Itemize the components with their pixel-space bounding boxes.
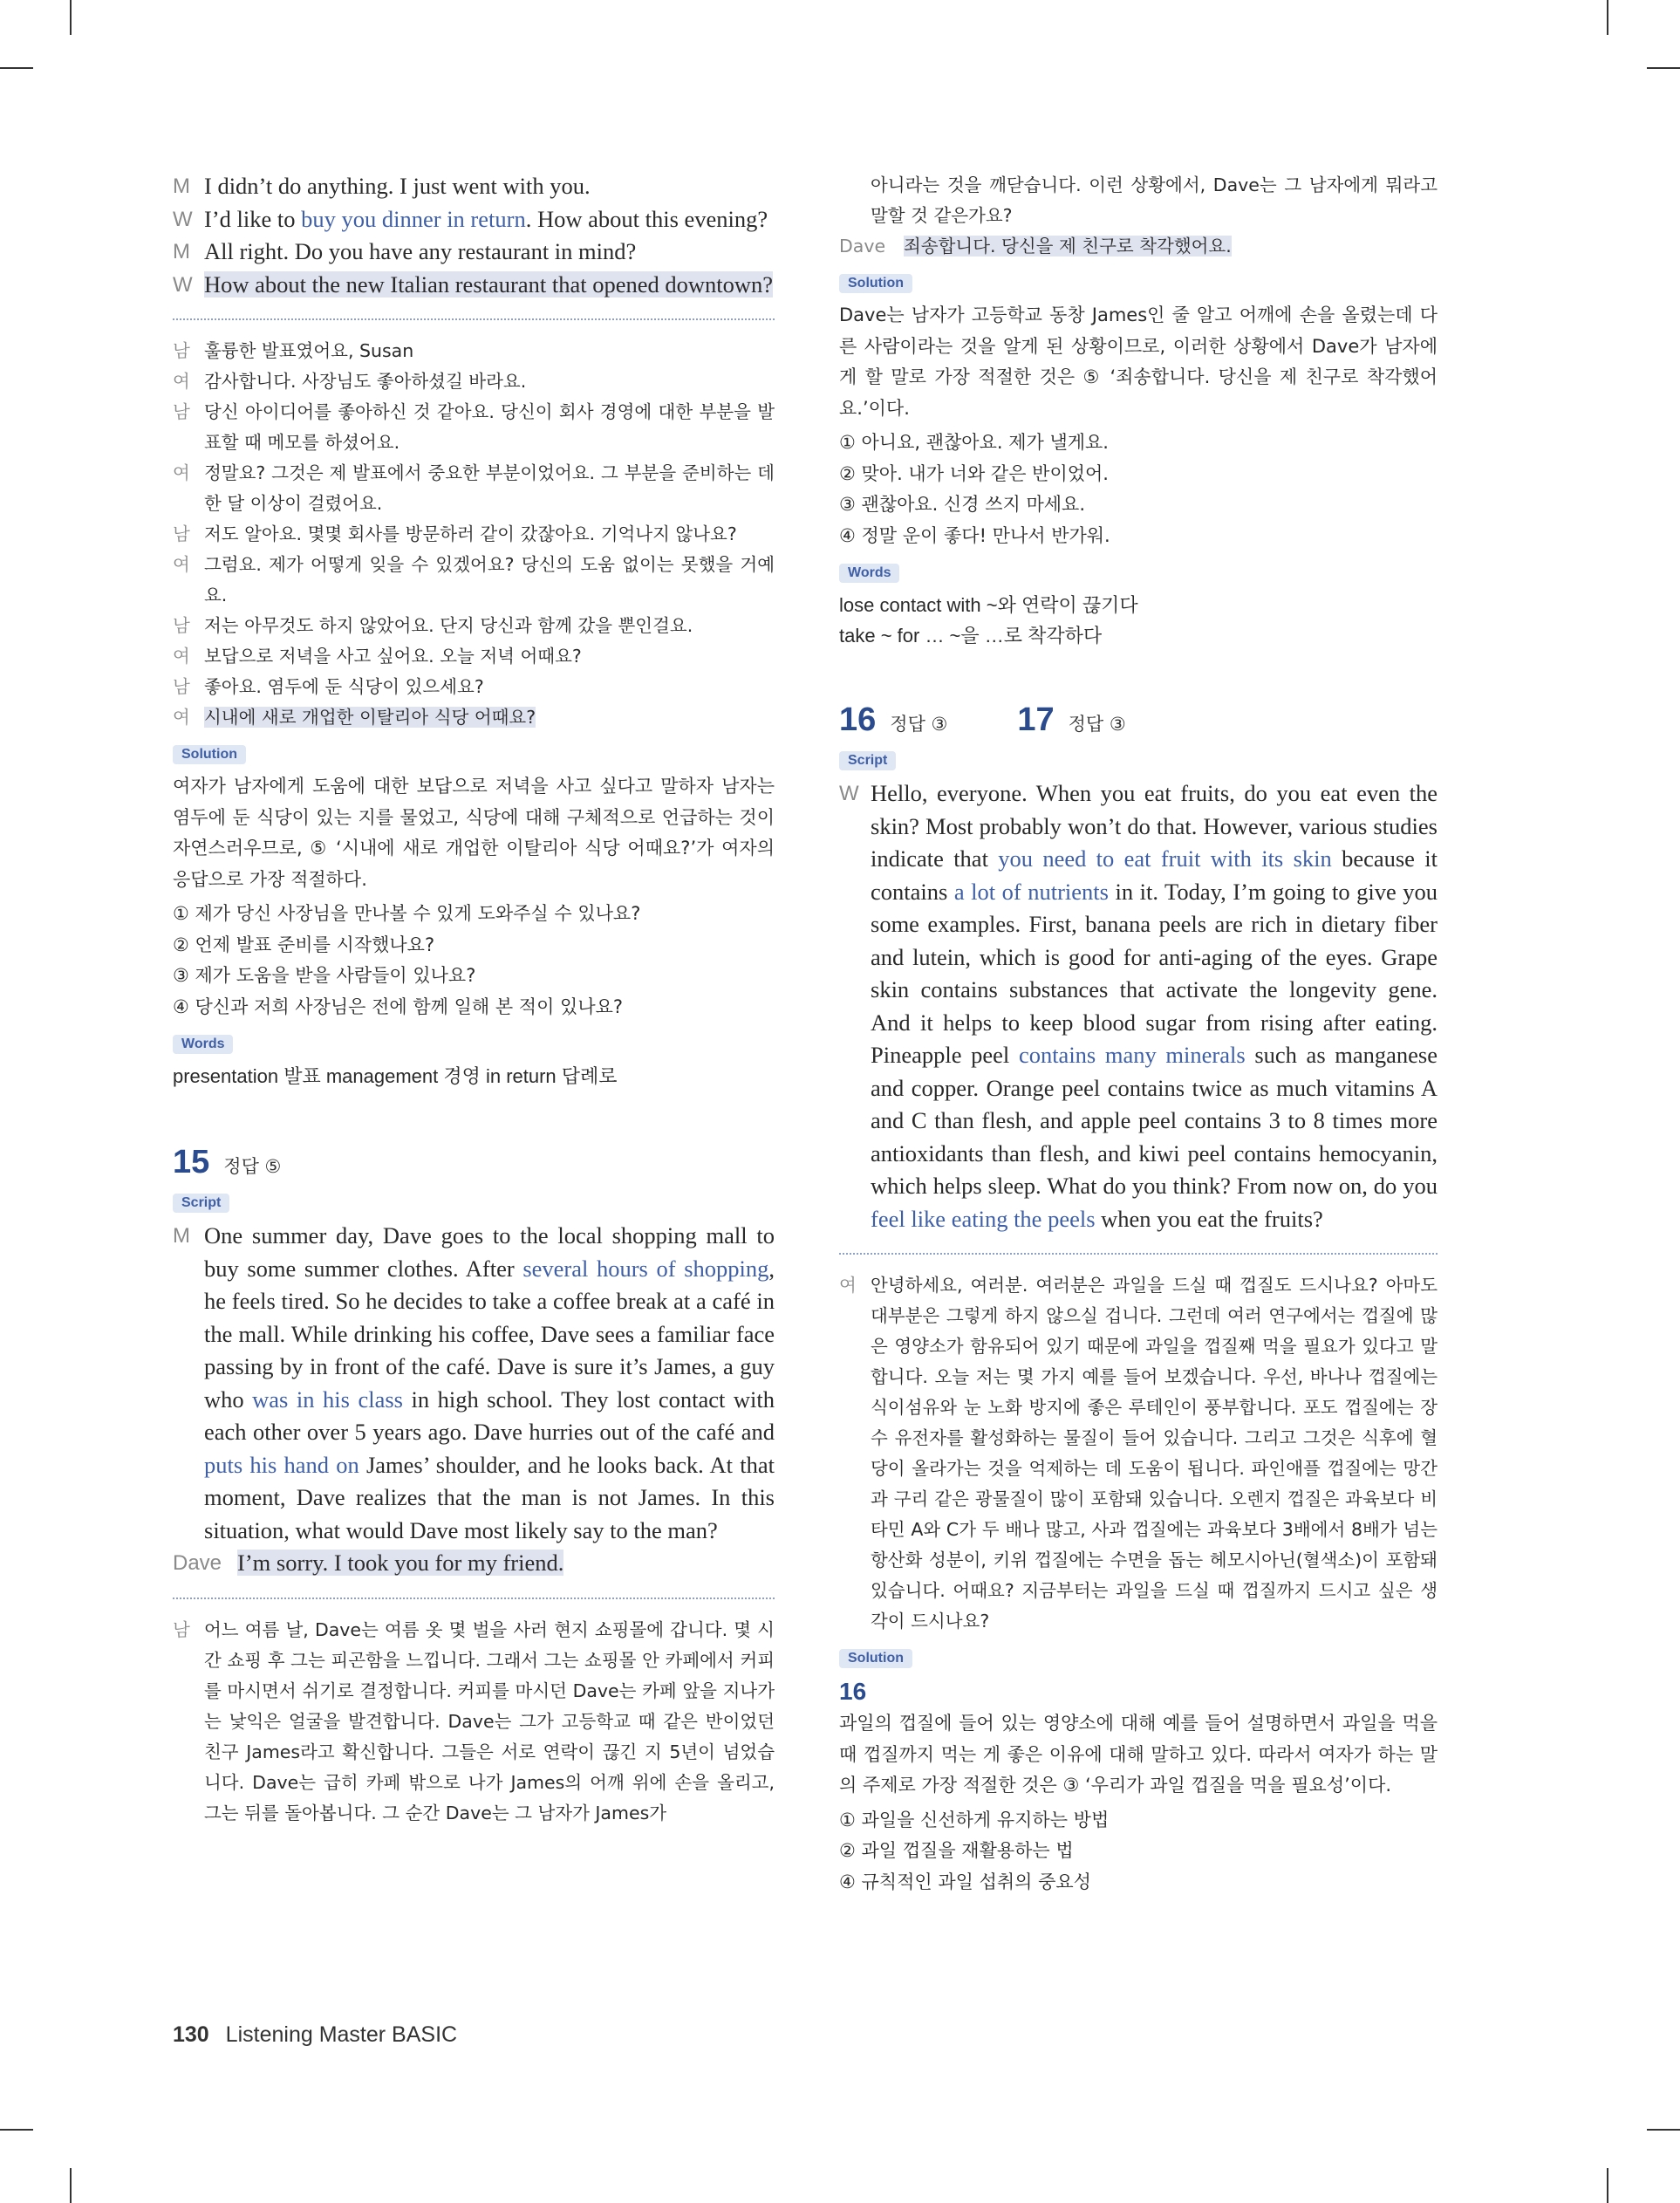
dialog15-korean-continued: 아니라는 것을 깨닫습니다. 이런 상황에서, Dave는 그 남자에게 뭐라고 말할 것 같은가요? xyxy=(871,174,1438,226)
dialog-line xyxy=(173,1547,775,1580)
dialog-line xyxy=(173,397,775,458)
speaker-label: Dave xyxy=(839,236,886,257)
crop-mark xyxy=(70,2168,72,2203)
crop-mark xyxy=(1607,2168,1608,2203)
dialog-text: All right. Do you have any restaurant in mind? xyxy=(204,238,637,264)
crop-mark xyxy=(1607,0,1608,35)
list-item: lose contact with ~와 연락이 끊기다 xyxy=(839,594,1138,616)
question-16-17-header xyxy=(839,701,1438,739)
dialog-text: 저는 아무것도 하지 않았어요. 단지 당신과 함께 갔을 뿐인걸요. xyxy=(204,615,693,636)
dotted-divider xyxy=(173,1598,775,1599)
book-title: Listening Master BASIC xyxy=(225,2022,458,2047)
dialog-line xyxy=(173,641,775,672)
question-16-number: 16 xyxy=(839,701,877,738)
speaker-label: W xyxy=(839,782,859,805)
speaker-label: 남 xyxy=(173,401,190,422)
words-label: Words xyxy=(839,564,899,583)
dialog14-english xyxy=(173,170,775,301)
speaker-label: 남 xyxy=(173,676,190,697)
words14: presentation 발표 management 경영 in return 답례로 xyxy=(173,1065,618,1087)
dialog-line xyxy=(173,702,775,733)
question-15-number: 15 xyxy=(173,1144,210,1180)
dialog-text: 당신 아이디어를 좋아하신 것 같아요. 당신이 회사 경영에 대한 부분을 발표할 때 메모를 하셨어요. xyxy=(204,401,775,453)
speaker-label: 여 xyxy=(173,462,190,483)
right-column xyxy=(839,170,1438,1898)
dialog-line xyxy=(173,236,775,269)
dialog-line xyxy=(173,336,775,366)
list-item: ② 과일 껍질을 재활용하는 법 xyxy=(839,1840,1074,1861)
crop-mark xyxy=(0,2129,33,2131)
speaker-label: 남 xyxy=(173,1618,190,1640)
dialog-text: I didn’t do anything. I just went with you. xyxy=(204,173,591,199)
dialog-text: 훌륭한 발표였어요, Susan xyxy=(204,340,414,361)
dialog-line xyxy=(173,1615,775,1829)
solution-label: Solution xyxy=(839,274,912,293)
dialog-line xyxy=(173,550,775,611)
speaker-label: 여 xyxy=(173,646,190,667)
page-number: 130 xyxy=(173,2022,209,2047)
dialog-text: 정말요? 그것은 제 발표에서 중요한 부분이었어요. 그 부분을 준비하는 데 한 달 이상이 걸렸어요. xyxy=(204,462,775,514)
dialog16-english xyxy=(839,777,1438,1235)
speaker-label: W xyxy=(173,207,193,231)
question-17-answer: 정답 ③ xyxy=(1068,714,1126,735)
list-item: ① 과일을 신선하게 유지하는 방법 xyxy=(839,1809,1110,1830)
dialog-text: 좋아요. 염두에 둔 식당이 있으세요? xyxy=(204,676,484,697)
list-item: ③ 괜찮아요. 신경 쓰지 마세요. xyxy=(839,494,1086,515)
dotted-divider xyxy=(839,1253,1438,1255)
speaker-label: 여 xyxy=(173,554,190,575)
question-15-header xyxy=(173,1144,775,1181)
crop-mark xyxy=(0,67,33,69)
list-item: take ~ for … ~을 …로 착각하다 xyxy=(839,625,1103,647)
script-label: Script xyxy=(839,751,896,770)
dialog-line xyxy=(839,1270,1438,1637)
solution-label: Solution xyxy=(839,1649,912,1668)
dialog15-english xyxy=(173,1220,775,1580)
dialog-text: 시내에 새로 개업한 이탈리아 식당 어때요? xyxy=(204,707,536,728)
dialog-line xyxy=(839,777,1438,1235)
speaker-label: 남 xyxy=(173,340,190,361)
dialog-text: 어느 여름 날, Dave는 여름 옷 몇 벌을 사러 현지 쇼핑몰에 갑니다. 몇 시간 쇼핑 후 그는 피곤함을 느낍니다. 그래서 그는 쇼핑몰 안 카페에서 커피를 마시면서 쉬기로 결정합니다. 커피를 마시던 Dave는 카페 앞을 지나가는 낯익은 얼굴을 발견합니다. Dave는 그가 고등학교 때 같은 반이었던 친구 James라고 확신합니다. 그들은 서로 연락이 끊긴 지 5년이 넘었습니다. Dave는 급히 카페 밖으로 나가 James의 어깨 위에 손을 올리고, 그는 뒤를 돌아봅니다. 그 순간 Dave는 그 남자가 James가 xyxy=(204,1618,775,1823)
speaker-label: 여 xyxy=(173,371,190,392)
solution16-text: 과일의 껍질에 들어 있는 영양소에 대해 예를 들어 설명하면서 과일을 먹을 때 껍질까지 먹는 게 좋은 이유에 대해 말하고 있다. 따라서 여자가 하는 말의 주제로 가장 적절한 것은 ③ ‘우리가 과일 껍질을 먹을 필요성’이다. xyxy=(839,1713,1438,1796)
dave-korean-line xyxy=(839,231,1438,262)
dialog-line xyxy=(173,269,775,302)
dialog-line xyxy=(173,672,775,702)
dialog-text: I’d like to buy you dinner in return. How about this evening? xyxy=(204,205,768,232)
dialog-text: 저도 알아요. 몇몇 회사를 방문하러 같이 갔잖아요. 기억나지 않나요? xyxy=(204,523,737,544)
dialog-text: 안녕하세요, 여러분. 여러분은 과일을 드실 때 껍질도 드시나요? 아마도 대부분은 그렇게 하지 않으실 겁니다. 그런데 여러 연구에서는 껍질에 많은 영양소가 함유되어 있기 때문에 과일을 껍질째 먹을 필요가 있다고 말합니다. 오늘 저는 몇 가지 예를 들어 보겠습니다. 우선, 바나나 껍질에는 식이섬유와 눈 노화 방지에 좋은 루테인이 풍부합니다. 포도 껍질에는 장수 유전자를 활성화하는 물질이 들어 있습니다. 그리고 그것은 식후에 혈당이 올라가는 것을 억제하는 데 도움이 됩니다. 파인애플 껍질에는 망간과 구리 같은 광물질이 많이 포함돼 있습니다. 오렌지 껍질은 과육보다 비타민 A와 C가 두 배나 많고, 사과 껍질에는 과육보다 3배에서 8배가 넘는 항산화 성분이, 키위 껍질에는 수면을 돕는 헤모시아닌(혈색소)이 포함돼 있습니다. 어때요? 지금부터는 과일을 드실 때 껍질까지 드시고 싶은 생각이 드시나요? xyxy=(871,1275,1438,1632)
dialog-line xyxy=(173,170,775,203)
speaker-label: W xyxy=(173,272,193,297)
list-item: ④ 정말 운이 좋다! 만나서 반가워. xyxy=(839,524,1110,546)
solution15-text: Dave는 남자가 고등학교 동창 James인 줄 알고 어깨에 손을 올렸는데 다른 사람이라는 것을 알게 된 상황이므로, 이러한 상황에서 Dave가 남자에게 할 말로 가장 적절한 것은 ⑤ ‘죄송합니다. 당신을 제 친구로 착각했어요.’이다. xyxy=(839,304,1438,419)
list-item: ① 제가 당신 사장님을 만나볼 수 있게 도와주실 수 있나요? xyxy=(173,903,641,924)
crop-mark xyxy=(1647,67,1680,69)
dialog-line xyxy=(173,366,775,397)
dialog14-korean xyxy=(173,336,775,733)
dialog-text: How about the new Italian restaurant that opened downtown? xyxy=(204,270,773,298)
speaker-label: M xyxy=(173,174,190,198)
dialog-line xyxy=(173,519,775,550)
list-item: ① 아니요, 괜찮아요. 제가 낼게요. xyxy=(839,432,1109,453)
speaker-label: 남 xyxy=(173,615,190,636)
solution14-text: 여자가 남자에게 도움에 대한 보답으로 저녁을 사고 싶다고 말하자 남자는 염두에 둔 식당이 있는 지를 물었고, 식당에 대해 구체적으로 언급하는 것이 자연스러우므로, ⑤ ‘시내에 새로 개업한 이탈리아 식당 어때요?’가 여자의 응답으로 가장 적절하다. xyxy=(173,776,775,890)
options16 xyxy=(839,1805,1438,1899)
question-17-number: 17 xyxy=(1017,701,1055,738)
dialog-line xyxy=(173,458,775,519)
dialog-line xyxy=(173,1220,775,1547)
speaker-label: 남 xyxy=(173,523,190,544)
speaker-label: M xyxy=(173,240,190,263)
dialog-text: I’m sorry. I took you for my friend. xyxy=(237,1550,564,1576)
words15 xyxy=(839,590,1438,651)
words-label: Words xyxy=(173,1035,233,1054)
dialog-text: 그럼요. 제가 어떻게 잊을 수 있겠어요? 당신의 도움 없이는 못했을 거예요. xyxy=(204,554,775,605)
dialog-line xyxy=(173,203,775,236)
options15 xyxy=(839,428,1438,551)
script-label: Script xyxy=(173,1194,229,1213)
options14 xyxy=(173,899,775,1023)
dialog-text: Hello, everyone. When you eat fruits, do you eat even the skin? Most probably won’t do that. However, various studies indicate that you need to eat fruit with its skin because it contains a lot of nutrients in it. Today, I’m going to give you some examples. First, banana peels are rich in dietary fiber and lutein, which is good for anti-aging of the eyes. Grape skin contains substances that activate the longevity gene. And it helps to keep blood sugar from rising after eating. Pineapple peel contains many minerals such as manganese and copper. Orange peel contains twice as much vitamins A and C than flesh, and apple peel contains 3 to 8 times more antioxidants than flesh, and kiwi peel contains hemocyanin, which helps sleep. What do you think? From now on, do you feel like eating the peels when you eat the fruits? xyxy=(871,780,1438,1232)
dialog15-korean xyxy=(173,1615,775,1829)
dialog-text: One summer day, Dave goes to the local shopping mall to buy some summer clothes. After several hours of shopping, he feels tired. So he decides to take a coffee break at a café in the mall. While drinking his coffee, Dave sees a familiar face passing by in front of the café. Dave is sure it’s James, a guy who was in his class in high school. They lost contact with each other over 5 years ago. Dave hurries out of the café and puts his hand on James’ shoulder, and he looks back. At that moment, Dave realizes that the man is not James. In this situation, what would Dave most likely say to the man? xyxy=(204,1222,775,1543)
question-15-answer: 정답 ⑤ xyxy=(223,1156,282,1177)
speaker-label: M xyxy=(173,1224,190,1248)
crop-mark xyxy=(70,0,72,35)
dotted-divider xyxy=(173,318,775,320)
speaker-label: 여 xyxy=(173,707,190,728)
solution16-number: 16 xyxy=(839,1678,867,1705)
dialog16-korean xyxy=(839,1270,1438,1637)
dialog-line xyxy=(839,231,1438,262)
speaker-label: 여 xyxy=(839,1275,857,1296)
dialog-text: 보답으로 저녁을 사고 싶어요. 오늘 저녁 어때요? xyxy=(204,646,582,667)
list-item: ② 언제 발표 준비를 시작했나요? xyxy=(173,934,435,955)
dialog-text: 감사합니다. 사장님도 좋아하셨길 바라요. xyxy=(204,371,527,392)
left-column xyxy=(173,170,775,1829)
dialog-line xyxy=(173,611,775,641)
list-item: ② 맞아. 내가 너와 같은 반이었어. xyxy=(839,462,1109,484)
question-16-answer: 정답 ③ xyxy=(890,714,948,735)
list-item: ④ 규칙적인 과일 섭취의 중요성 xyxy=(839,1871,1091,1892)
dialog-text: 죄송합니다. 당신을 제 친구로 착각했어요. xyxy=(904,236,1232,257)
speaker-label: Dave xyxy=(173,1551,222,1575)
page-footer xyxy=(173,2022,457,2048)
list-item: ③ 제가 도움을 받을 사람들이 있나요? xyxy=(173,965,476,986)
list-item: ④ 당신과 저희 사장님은 전에 함께 일해 본 적이 있나요? xyxy=(173,995,624,1017)
solution-label: Solution xyxy=(173,745,246,764)
crop-mark xyxy=(1647,2129,1680,2131)
